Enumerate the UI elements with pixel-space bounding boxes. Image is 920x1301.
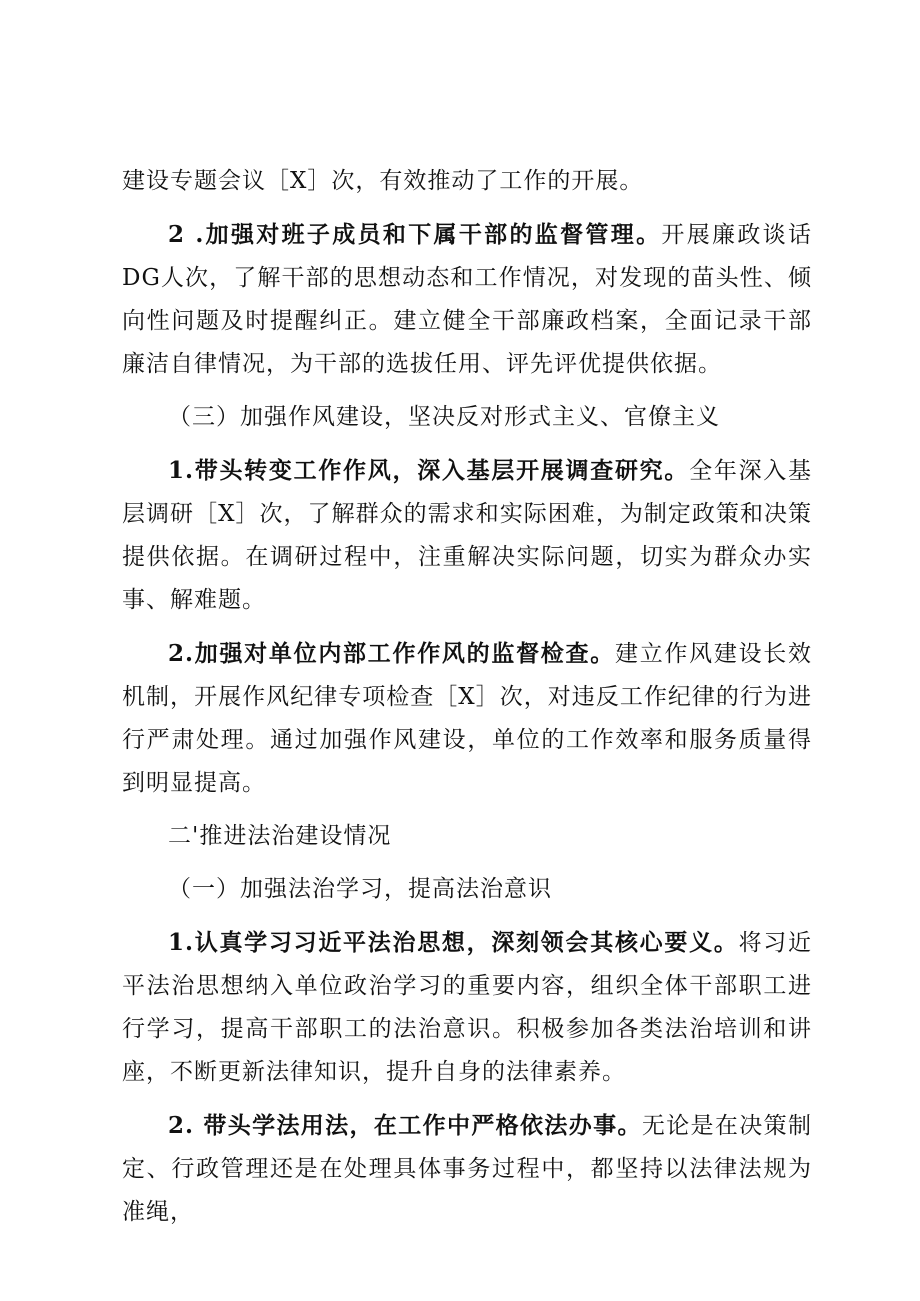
paragraph-lead: 2 .加强对班子成员和下属干部的监督管理。 <box>168 221 662 248</box>
heading-text: 二'推进法治建设情况 <box>168 823 392 849</box>
heading-text: （三）加强作风建设，坚决反对形式主义、官僚主义 <box>168 404 720 430</box>
paragraph-text: 建立作风建设长效机制，开展作风纪律专项检查［X］次，对违反工作纪律的行为进行严肃处理。通过加强作风建设，单位的工作效率和服务质量得到明显提高。 <box>122 641 813 796</box>
paragraph-law-practice <box>122 1104 812 1234</box>
paragraph-grassroots-research <box>122 449 812 622</box>
paragraph-study-thought <box>122 921 812 1094</box>
paragraph-lead: 1.认真学习习近平法治思想，深刻领会其核心要义。 <box>168 929 739 956</box>
section-heading-law-study <box>122 868 812 911</box>
paragraph-supervision-management <box>122 213 812 386</box>
paragraph-text: 全年深入基层调研［X］次，了解群众的需求和实际困难，为制定政策和决策提供依据。在调研过程中，注重解决实际问题，切实为群众办实事、解难题。 <box>122 458 813 613</box>
paragraph-text: 无论是在决策制定、行政管理还是在处理具体事务过程中，都坚持以法律法规为准绳， <box>122 1113 812 1225</box>
paragraph-text: 建设专题会议［X］次，有效推动了工作的开展。 <box>122 168 644 194</box>
heading-text: （一）加强法治学习，提高法治意识 <box>168 876 552 902</box>
section-heading-rule-of-law <box>122 815 812 858</box>
paragraph-lead: 1.带头转变工作作风，深入基层开展调查研究。 <box>168 457 690 484</box>
paragraph-text: 将习近平法治思想纳入单位政治学习的重要内容，组织全体干部职工进行学习，提高干部职工的法治意识。积极参加各类法治培训和讲座，不断更新法律知识，提升自身的法律素养。 <box>122 930 813 1085</box>
document-body <box>122 160 812 1234</box>
section-heading-work-style <box>122 396 812 439</box>
paragraph-lead: 2.加强对单位内部工作作风的监督检查。 <box>168 640 615 667</box>
paragraph-continued <box>122 160 812 203</box>
paragraph-internal-inspection <box>122 632 812 805</box>
paragraph-lead: 2. 带头学法用法，在工作中严格依法办事。 <box>168 1112 642 1139</box>
paragraph-text: 开展廉政谈话DG人次，了解干部的思想动态和工作情况，对发现的苗头性、倾向性问题及时提醒纠正。建立健全干部廉政档案，全面记录干部廉洁自律情况，为干部的选拔任用、评先评优提供依据。 <box>122 222 813 377</box>
